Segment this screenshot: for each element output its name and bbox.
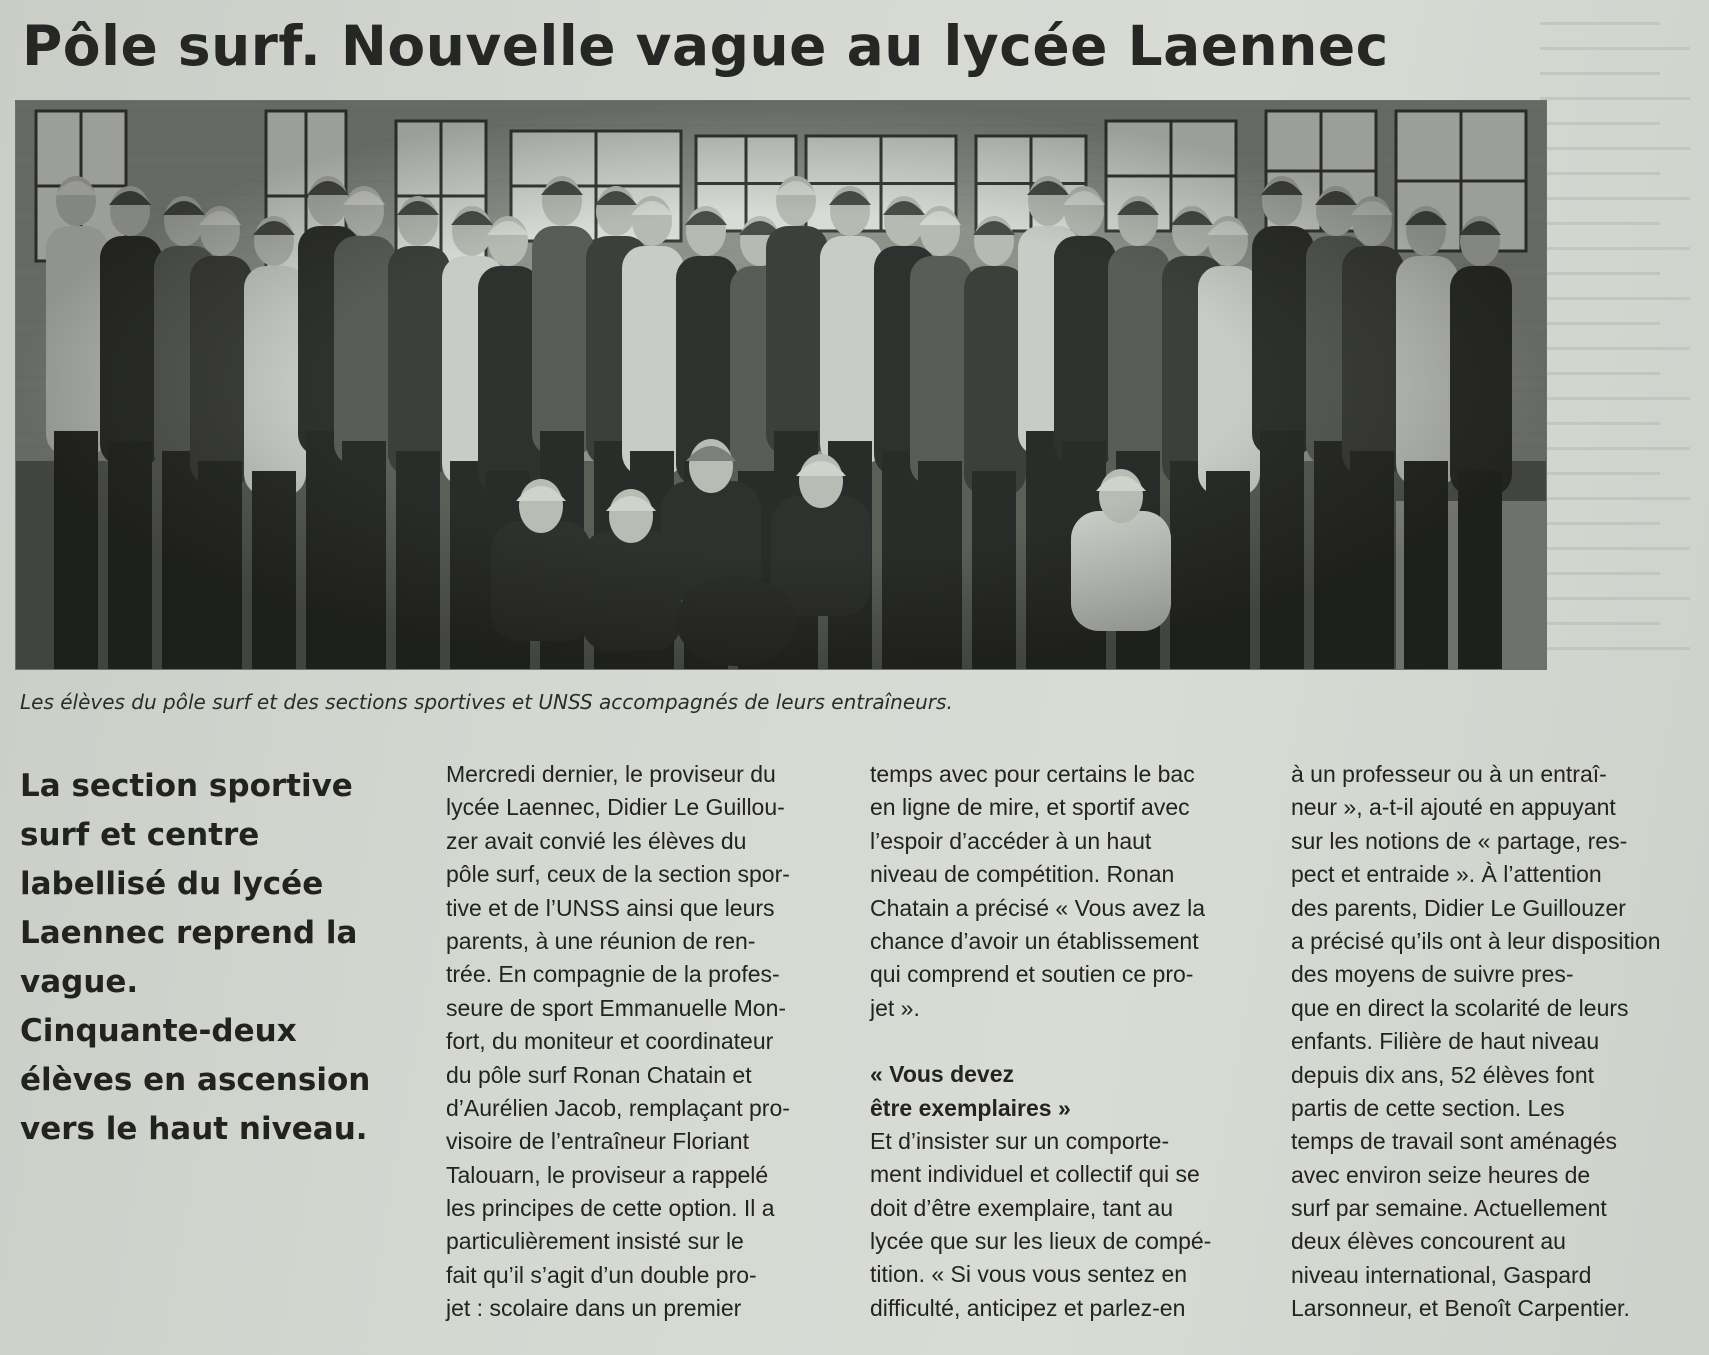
body-line: niveau de compétition. Ronan	[870, 861, 1175, 888]
body-line: en ligne de mire, et sportif avec	[870, 794, 1190, 821]
body-line: Talouarn, le proviseur a rappelé	[446, 1161, 769, 1188]
body-line: particulièrement insisté sur le	[446, 1228, 744, 1255]
photo-caption: Les élèves du pôle surf et des sections sportives et UNSS accompagnés de leurs entraîneurs.	[20, 690, 953, 714]
body-line: jet ».	[870, 994, 920, 1021]
body-line: ment individuel et collectif qui se	[870, 1161, 1200, 1188]
lead-line: vers le haut niveau.	[20, 1111, 368, 1147]
body-line: temps de travail sont aménagés	[1291, 1128, 1618, 1155]
body-line: du pôle surf Ronan Chatain et	[446, 1061, 752, 1088]
body-line: Chatain a précisé « Vous avez la	[870, 894, 1205, 921]
body-line: des moyens de suivre pres-	[1291, 961, 1574, 988]
body-line: Mercredi dernier, le proviseur du	[446, 761, 776, 787]
body-line: Et d’insister sur un comporte-	[870, 1127, 1170, 1154]
article-lead	[20, 762, 430, 1154]
article-column-1	[446, 758, 831, 1326]
body-line: niveau international, Gaspard	[1291, 1261, 1592, 1288]
article-column-3	[1291, 758, 1686, 1326]
body-line: a précisé qu’ils ont à leur disposition	[1291, 927, 1661, 954]
body-line: enfants. Filière de haut niveau	[1291, 1028, 1600, 1055]
body-line: lycée Laennec, Didier Le Guillou-	[446, 794, 785, 821]
body-line: lycée que sur les lieux de compé-	[870, 1228, 1212, 1255]
lead-line: vague.	[20, 964, 139, 1000]
lead-line: élèves en ascension	[20, 1062, 371, 1098]
body-line: fait qu’il s’agit d’un double pro-	[446, 1261, 757, 1288]
lead-line: Laennec reprend la	[20, 915, 358, 951]
body-line: difficulté, anticipez et parlez-en	[870, 1294, 1186, 1321]
body-line: visoire de l’entraîneur Floriant	[446, 1128, 749, 1155]
body-line: tive et de l’UNSS ainsi que leurs	[446, 894, 775, 921]
body-line: fort, du moniteur et coordinateur	[446, 1028, 774, 1055]
body-line: d’Aurélien Jacob, remplaçant pro-	[446, 1094, 790, 1121]
body-line: trée. En compagnie de la profes-	[446, 961, 780, 988]
body-line: seure de sport Emmanuelle Mon-	[446, 994, 787, 1021]
lead-line: surf et centre	[20, 817, 260, 853]
body-line: chance d’avoir un établissement	[870, 927, 1199, 954]
body-line: tition. « Si vous vous sentez en	[870, 1261, 1188, 1288]
body-line: zer avait convié les élèves du	[446, 827, 747, 854]
body-line: partis de cette section. Les	[1291, 1094, 1565, 1121]
subhead-line: être exemplaires »	[870, 1094, 1071, 1121]
body-line: jet : scolaire dans un premier	[446, 1295, 742, 1322]
body-line: des parents, Didier Le Guillouzer	[1291, 894, 1626, 921]
body-line: neur », a-t-il ajouté en appuyant	[1291, 794, 1616, 821]
body-line: l’espoir d’accéder à un haut	[870, 827, 1152, 854]
body-line: temps avec pour certains le bac	[870, 761, 1195, 787]
group-photo	[15, 100, 1547, 670]
headline: Pôle surf. Nouvelle vague au lycée Laennec	[22, 14, 1389, 78]
body-line: parents, à une réunion de ren-	[446, 927, 756, 954]
subhead-line: « Vous devez	[870, 1061, 1015, 1088]
body-line: doit d’être exemplaire, tant au	[870, 1194, 1174, 1221]
vignette	[16, 101, 1546, 669]
body-line: depuis dix ans, 52 élèves font	[1291, 1061, 1595, 1088]
body-line: pôle surf, ceux de la section spor-	[446, 861, 790, 888]
body-line: Larsonneur, et Benoît Carpentier.	[1291, 1295, 1630, 1322]
spacer	[870, 1025, 1255, 1058]
body-line: les principes de cette option. Il a	[446, 1195, 775, 1222]
body-line: surf par semaine. Actuellement	[1291, 1195, 1607, 1222]
body-line: sur les notions de « partage, res-	[1291, 827, 1628, 854]
body-line: deux élèves concourent au	[1291, 1228, 1566, 1255]
body-line: avec environ seize heures de	[1291, 1161, 1591, 1188]
body-line: pect et entraide ». À l’attention	[1291, 861, 1602, 888]
article-column-2	[870, 758, 1255, 1325]
lead-line: Cinquante-deux	[20, 1013, 297, 1049]
group-photo-illustration	[16, 101, 1546, 669]
body-line: à un professeur ou à un entraî-	[1291, 761, 1607, 787]
body-line: qui comprend et soutien ce pro-	[870, 961, 1194, 988]
body-line: que en direct la scolarité de leurs	[1291, 994, 1629, 1021]
lead-line: La section sportive	[20, 768, 353, 804]
lead-line: labellisé du lycée	[20, 866, 324, 902]
